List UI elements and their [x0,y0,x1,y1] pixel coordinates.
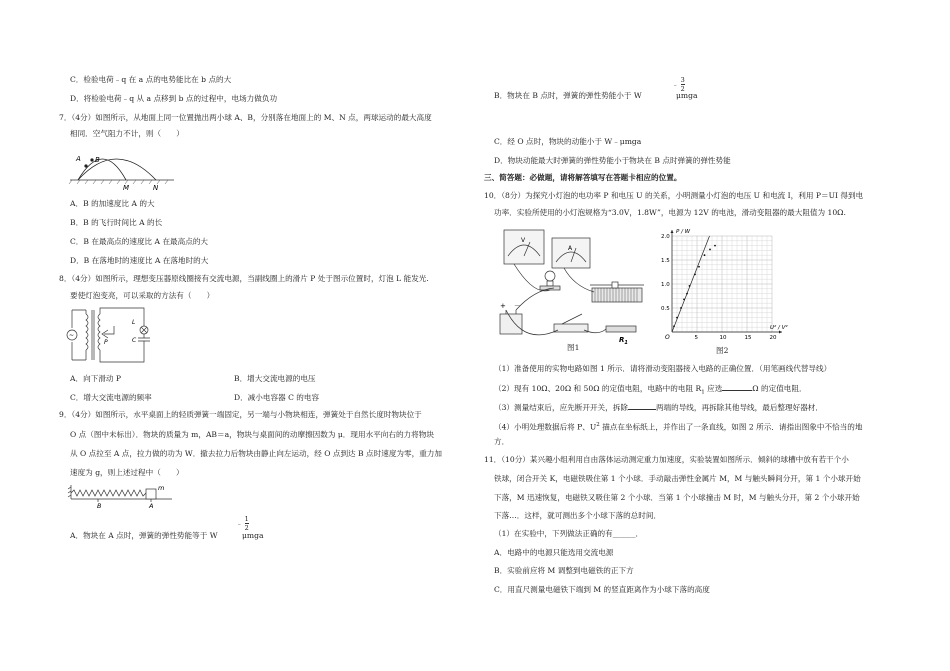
chart-data-point [686,293,688,295]
q10-sub4-pre: （4）小明处理数据后将 P、U [494,422,597,432]
chart-ticks [661,234,777,341]
q10-circuit-apparatus-figure [494,226,654,356]
q7-label-a: A [76,155,81,163]
chart-origin-label: O [665,334,670,341]
q7-projectile-figure [68,144,178,192]
q7-label-m: M [123,184,130,192]
chart-data-point [709,249,711,251]
x-tick-label: 15 [744,335,752,341]
q7-option-d: D．B 在落地时的速度比 A 在落地时的大 [70,256,209,265]
q9-stem-line2: O 点（图中未标出）．物块的质量为 m，AB＝a，物块与桌面间的动摩擦因数为 μ．现用水平向右的力将物块 [70,430,434,439]
q9-stem-line4: 速度为 g，则上述过程中（ ） [70,468,184,477]
q9-label-a: A [149,502,154,510]
q8-transformer-figure [66,304,156,366]
chart-data-point [683,298,685,300]
q8-source-symbol: ~ [69,332,75,339]
section-heading: 三、简答题：必做题，请将解答填写在答题卡相应的位置。 [484,173,682,182]
q7-label-b: B [95,156,100,164]
q9-option-a-tail: μmga [242,531,264,540]
q10-sub4-line2: 方． [494,437,510,446]
q9-option-a-numerator: 1 [244,515,249,523]
q11-option-a: A．电路中的电源只能选用交流电源 [494,548,614,557]
chart-data-point [704,254,706,256]
q11-stem-line1: 11．（10分）某兴趣小组利用自由落体运动测定重力加速度，实验装置如图所示．倾斜的球槽中放有若干个小 [484,455,849,464]
q7-option-a: A．B 的加速度比 A 的大 [70,199,155,208]
q8-option-b: B．增大交流电源的电压 [234,374,316,383]
q11-stem-line2: 铁球，闭合开关 K，电磁铁吸住第 1 个小球．手动敲击弹性金属片 M，M 与触头瞬间分开，第 1 个小球开始 [494,474,861,483]
q10-p-u2-chart [660,226,800,350]
y-tick-label: 1.5 [661,258,670,264]
q9-option-b-tail: μmga [676,91,698,100]
q7-option-b: B．B 的飞行时间比 A 的长 [70,218,163,227]
q9-option-b: B．物块在 B 点时，弹簧的弹性势能小于 W [494,91,642,100]
q9-label-b: B [97,502,102,510]
q8-option-c: C．增大交流电源的频率 [70,393,152,402]
q10-stem-line1: 10．（8分）为探究小灯泡的电功率 P 和电压 U 的关系，小明测量小灯泡的电压 U 和电流 I，利用 P＝UI 得到电 [484,191,864,200]
chart-points [673,245,716,327]
q10-voltmeter-label: V [521,237,526,244]
q10-sub3-blank[interactable] [628,402,656,410]
y-tick-label: 0.5 [661,306,670,312]
chart-data-point [676,317,678,319]
q11-stem-line3: 下落，M 迅速恢复，电磁铁又吸住第 2 个小球．当第 1 个小球撞击 M 时，M 与触头分开，第 2 个小球开始 [494,493,860,502]
q10-battery-minus: － [514,302,521,310]
x-tick-label: 5 [694,335,698,341]
q7-label-n: N [153,184,159,192]
chart-x-axis-label: U² / V² [770,325,788,331]
q10-sub3-post: 两端的导线，再拆除其他导线，最后整理好器材． [655,403,823,412]
q9-option-b-denominator: 2 [680,85,685,93]
y-tick-label: 1.0 [661,282,670,288]
chart-data-point [673,325,675,327]
q8-option-a: A．向下滑动 P [70,374,121,383]
q8-stem-line1: 8．（4分）如图所示，理想变压器原线圈接有交流电源，当副线圈上的滑片 P 处于图示位置时，灯泡 L 能发光. [59,274,429,283]
q10-sub2-subscript: 1 [701,389,705,396]
chart-data-point [714,245,716,247]
q6-option-d: D．将检验电荷﹣q 从 a 点移到 b 点的过程中，电场力做负功 [70,94,278,103]
q10-sub1: （1）准备使用的实物电路如图 1 所示．请将滑动变阻器接入电路的正确位置．（用笔画线代替导线） [494,364,832,373]
q9-option-c: C．经 O 点时，物块的动能小于 W﹣μmga [494,137,642,146]
q10-sub2-blank[interactable] [722,383,752,391]
q8-option-d: D．减小电容器 C 的电容 [234,393,320,402]
q10-sub2-pre: （2）现有 10Ω、20Ω 和 50Ω 的定值电阻，电路中的电阻 R [494,384,702,393]
q10-stem-line2: 功率．实验所使用的小灯泡规格为“3.0V，1.8W”，电源为 12V 的电池，滑动变阻器的最大阻值为 10Ω. [494,208,846,217]
q8-label-l: L [132,319,136,326]
q10-sub4 [494,420,862,433]
q9-option-a-denominator: 2 [244,524,249,532]
q8-stem-line2: 要使灯泡变亮，可以采取的方法有（ ） [70,291,215,300]
q11-sub1: （1）在实验中，下列做法正确的有______． [494,529,644,538]
q9-option-b-numerator: 3 [680,76,685,84]
q9-stem-line3: 从 O 点拉至 A 点，拉力做的功为 W．撤去拉力后物块由静止向左运动，经 O 点到达 B 点时速度为零，重力加 [70,449,442,458]
q9-spring-figure [68,483,178,511]
q6-option-c: C．检验电荷﹣q 在 a 点的电势能比在 b 点的大 [70,75,232,84]
chart-data-point [680,307,682,309]
q9-option-b-minus: ﹣ [672,80,679,89]
q9-stem-line1: 9．（4分）如图所示，水平桌面上的轻质弹簧一端固定，另一端与小物块相连，弹簧处于自然长度时物块位于 [59,410,422,419]
q10-sub2-mid: 应选 [704,384,723,393]
q10-sub4-post: 描点在坐标纸上，并作出了一条直线，如图 2 所示．请指出图象中不恰当的地 [599,422,863,432]
x-tick-label: 10 [719,335,727,341]
q10-battery-plus: + [500,302,506,310]
q8-label-c: C [132,337,137,344]
q11-option-c: C．用直尺测量电磁铁下端到 M 的竖直距离作为小球下落的高度 [494,585,710,594]
q9-option-a [70,531,218,541]
q11-option-b: B．实验前应将 M 调整到电磁铁的正下方 [494,566,634,575]
chart-y-axis-label: P / W [676,229,691,235]
q9-option-a-fraction [236,515,249,532]
y-tick-label: 2.0 [661,234,670,240]
q9-option-d: D．物块动能最大时弹簧的弹性势能小于物块在 B 点时弹簧的弹性势能 [494,156,731,165]
q9-option-a-text: A．物块在 A 点时，弹簧的弹性势能等于 W [70,531,218,540]
q9-label-m: m [158,484,165,492]
q7-stem-line1: 7．（4分）如图所示，从地面上同一位置抛出两小球 A、B，分别落在地面上的 M、N 点，两球运动的最大高度 [59,113,432,122]
q10-sub2 [494,383,807,398]
q8-label-p: P [104,339,108,346]
q10-ammeter-label: A [568,245,573,252]
y-axis-arrow [671,230,674,233]
q10-sub3-pre: （3）测量结束后，应先断开开关，拆除 [494,403,628,412]
q10-figure2-caption: 图2 [716,346,729,355]
q10-sub2-post: Ω 的定值电阻． [752,384,807,393]
q10-figure1-caption: 图1 [567,343,580,352]
q10-sub4-superscript: 2 [596,422,600,428]
x-tick-label: 20 [769,335,777,341]
chart-data-point [698,266,700,268]
q7-stem-line2: 相同．空气阻力不计，则（ ） [70,129,184,138]
chart-data-point [694,274,696,276]
q10-sub3 [494,402,823,413]
q11-stem-line4: 下落…．这样，就可测出多个小球下落的总时间． [494,511,662,520]
chart-data-point [689,285,691,287]
q9-option-a-minus: ﹣ [236,519,243,528]
q10-r1-label: $R_1$ [619,336,628,346]
chart-grid [672,236,772,332]
q7-option-c: C．B 在最高点的速度比 A 在最高点的大 [70,237,209,246]
